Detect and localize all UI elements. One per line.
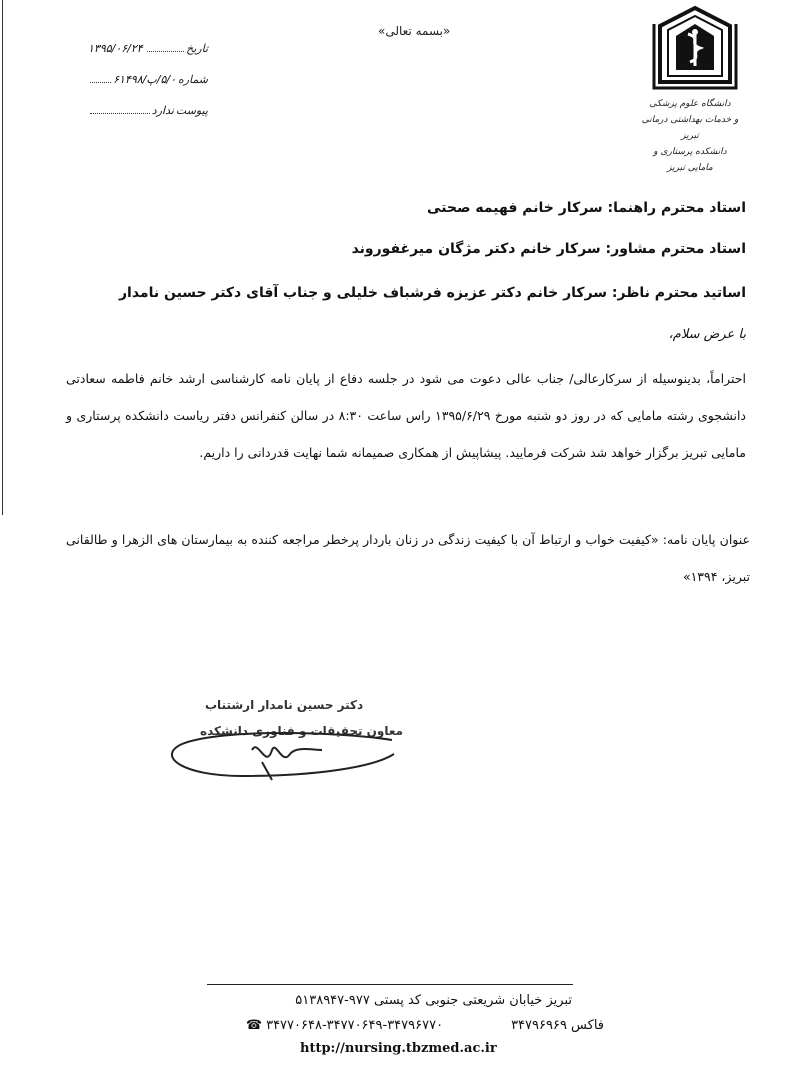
- number-value: ۵/۰/پ/۶۱۴۹۸: [113, 73, 176, 86]
- date-label: تاریخ: [186, 42, 208, 55]
- attachment-value: ندارد: [151, 104, 174, 117]
- attachment-row: [88, 86, 208, 117]
- footer-address: تبریز خیابان شریعتی جنوبی کد پستی ۹۷۷-۵۱۳۸۹۴۷: [295, 993, 572, 1008]
- footer-rule: [207, 984, 573, 985]
- phone-icon: ☎: [245, 1018, 263, 1033]
- advisor-line: استاد محترم مشاور: سرکار خانم دکتر مژگان میرغفوروند: [351, 241, 746, 257]
- signature-scribble-icon: [162, 710, 402, 790]
- thesis-title: عنوان پایان نامه: «کیفیت خواب و ارتباط آن با کیفیت زندگی در زنان باردار پرخطر مراجعه کننده به بیمارستان های الزهرا و طالقانی تبریز، ۱۳۹۴»: [66, 532, 750, 584]
- left-margin-rule: [2, 0, 3, 515]
- letter-body: احتراماً، بدینوسیله از سرکارعالی/ جناب عالی دعوت می شود در جلسه دفاع از پایان نامه کارشناسی ارشد خانم فاطمه سعادتی دانشجوی رشته مامایی که در روز دو شنبه مورخ ۱۳۹۵/۶/۲۹ راس ساعت ۸:۳۰ در سالن کنفرانس دفتر ریاست دانشکده پرستاری و مامایی تبریز برگزار خواهد شد شرکت فرمایید. پیشاپیش از همکاری صمیمانه شما نهایت قدردانی را داریم.: [66, 371, 746, 460]
- footer-website[interactable]: http://nursing.tbzmed.ac.ir: [300, 1041, 497, 1056]
- footer-fax: فاکس ۳۴۷۹۶۹۶۹: [511, 1018, 604, 1033]
- date-value: ۱۳۹۵/۰۶/۲۴: [88, 42, 143, 55]
- attachment-label: پیوست: [175, 104, 208, 117]
- signatory-name: دکتر حسین نامدار ارشتناب: [205, 698, 364, 712]
- university-line-3: دانشکده پرستاری و مامایی تبریز: [653, 147, 727, 173]
- footer-contact: [246, 1018, 604, 1033]
- university-name: [640, 96, 740, 176]
- signatory-title: معاون تحقیقات و فناوری دانشکده: [200, 724, 404, 738]
- letter-meta: [88, 24, 208, 117]
- university-line-1: دانشگاه علوم پزشکی: [649, 99, 731, 109]
- university-line-2: و خدمات بهداشتی درمانی تبریز: [641, 115, 739, 141]
- number-label: شماره: [177, 73, 208, 86]
- date-row: [88, 24, 208, 55]
- referees-line: اساتید محترم ناظر: سرکار خانم دکتر عزیزه فرشباف خلیلی و جناب آقای دکتر حسین نامدار: [118, 285, 746, 301]
- number-row: [88, 55, 208, 86]
- greeting: با عرض سلام،: [668, 327, 746, 342]
- footer-phones: ۳۴۷۷۰۶۴۸-۳۴۷۷۰۶۴۹-۳۴۷۹۶۷۷۰: [266, 1018, 444, 1033]
- bismillah-heading: «بسمه تعالی»: [378, 24, 451, 38]
- supervisor-line: استاد محترم راهنما: سرکار خانم فهیمه صحتی: [427, 200, 746, 216]
